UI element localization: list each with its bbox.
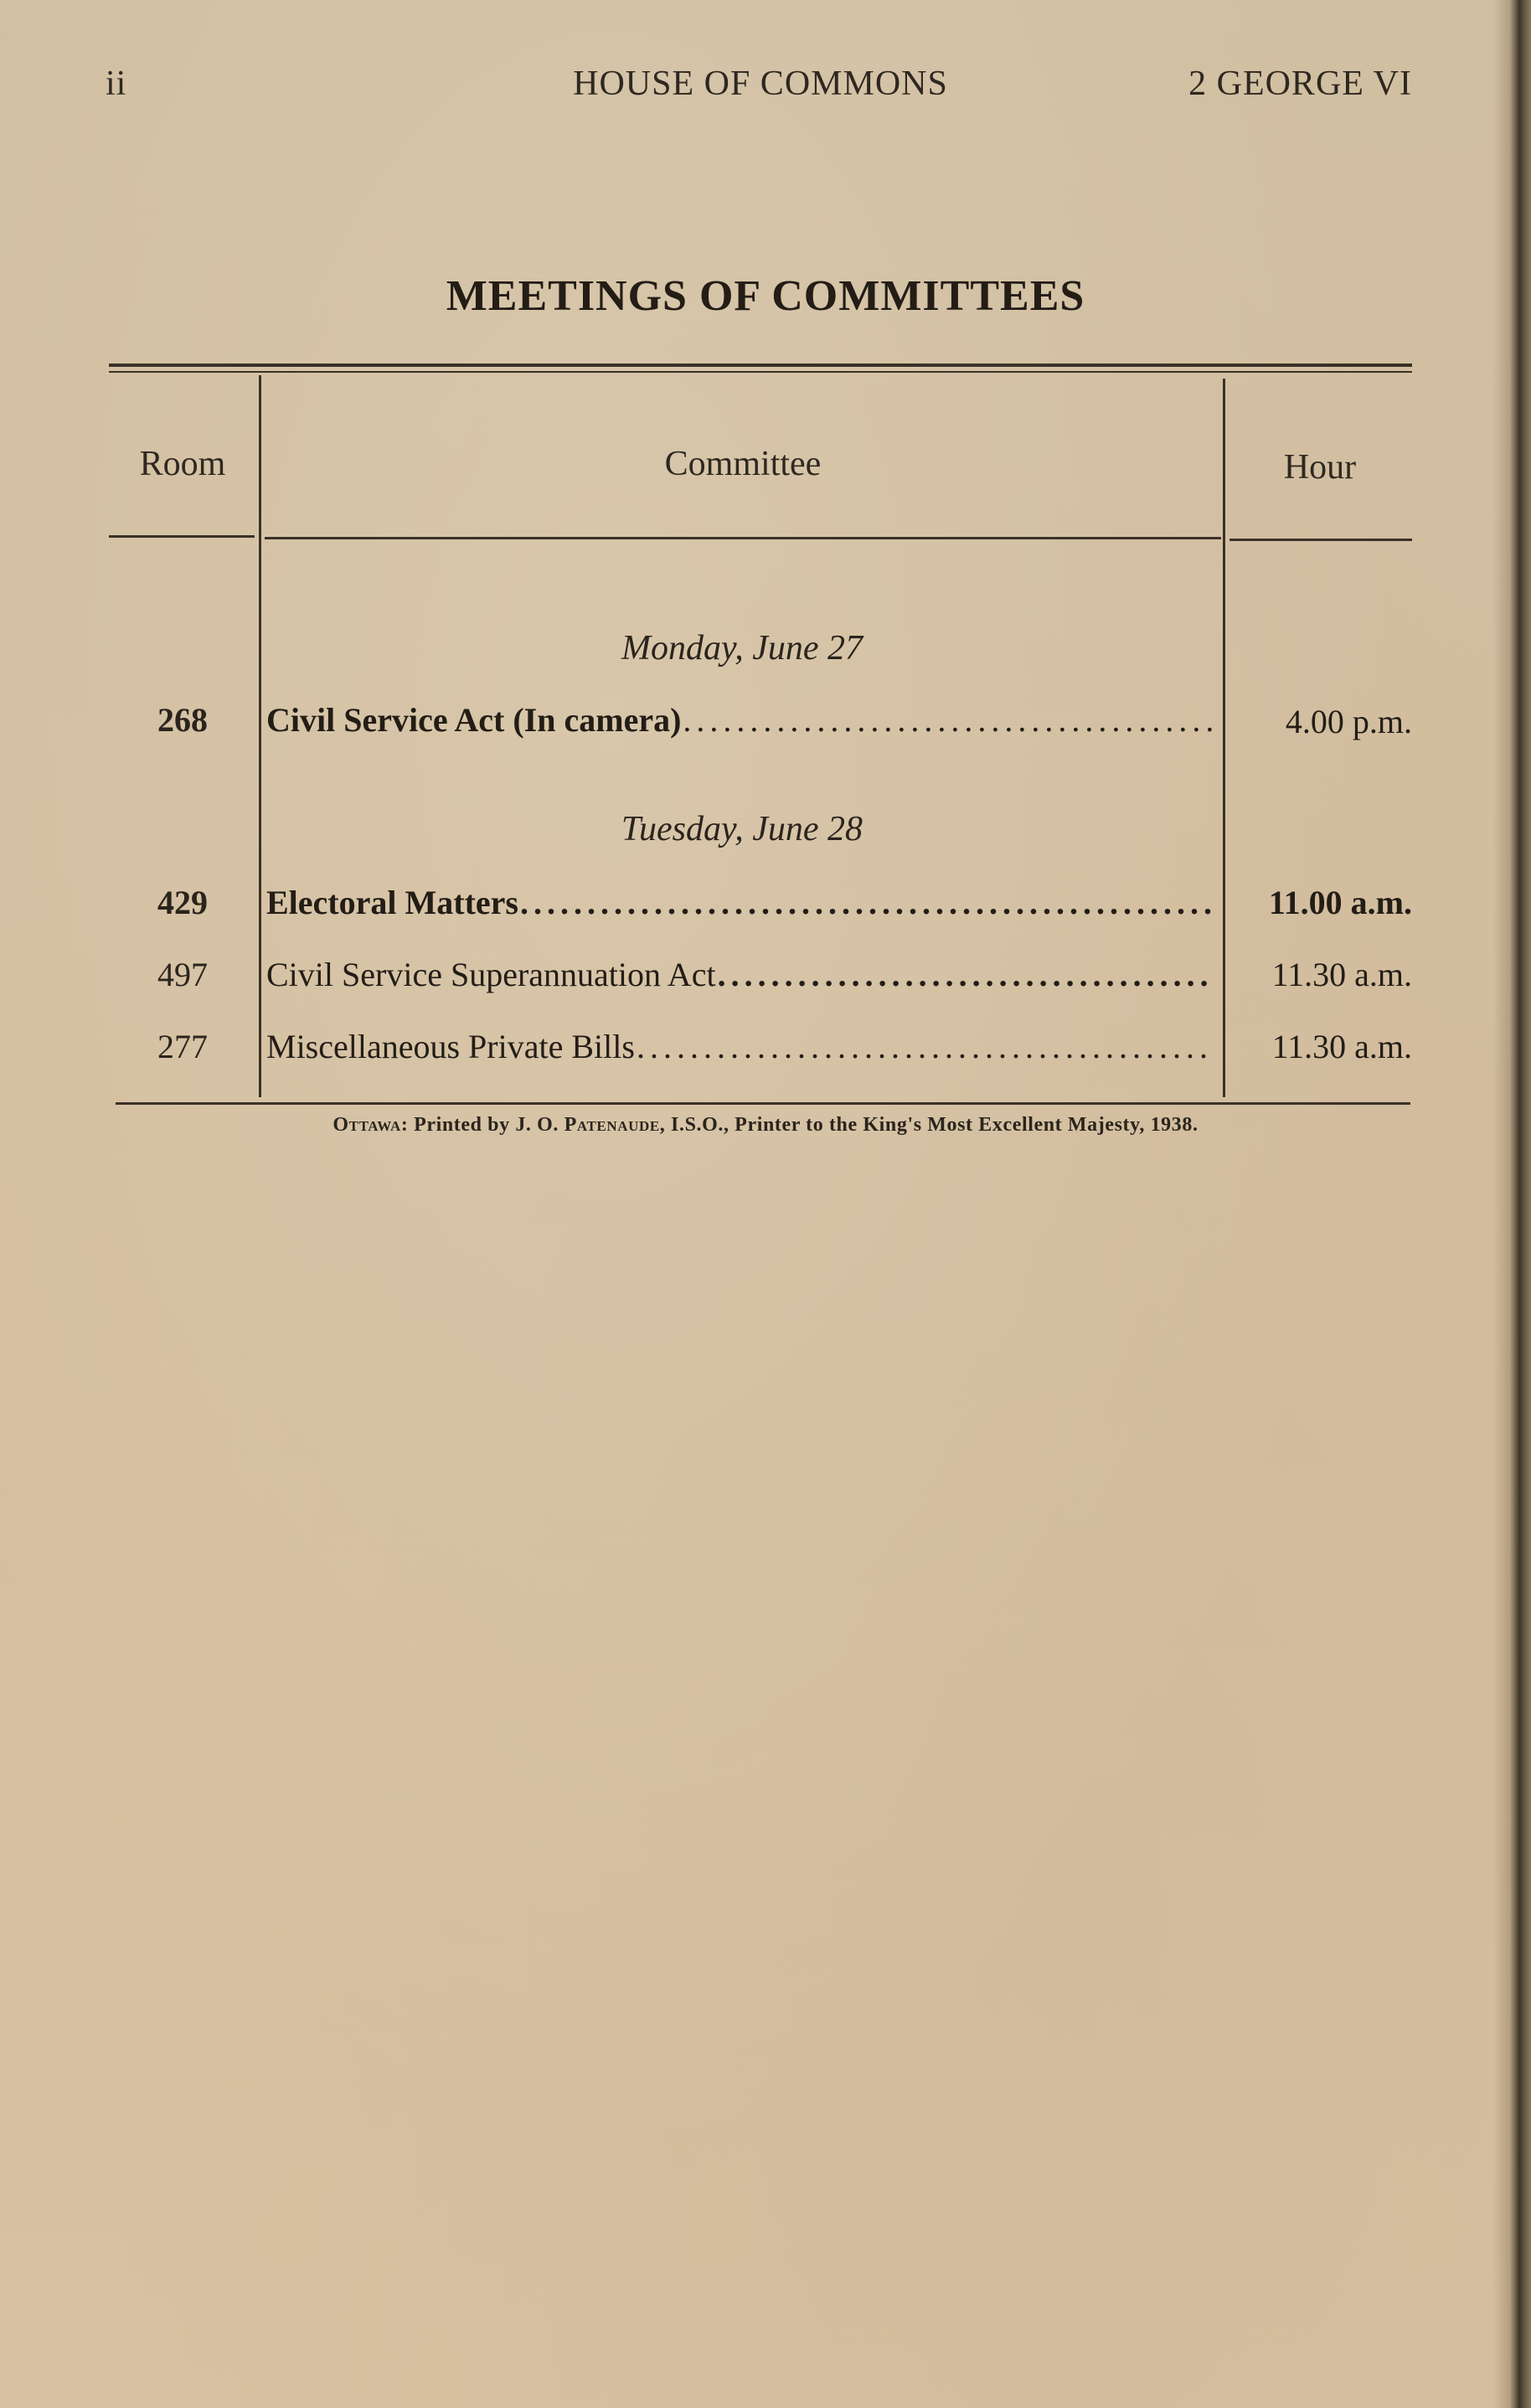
room-number: 268	[157, 701, 208, 739]
column-header-committee: Committee	[664, 445, 822, 483]
imprint-printer: Patenaude,	[564, 1114, 666, 1136]
committee-name	[266, 883, 1213, 922]
day-heading: Tuesday, June 28	[621, 810, 863, 848]
imprint-city: Ottawa:	[332, 1114, 409, 1136]
imprint-line	[332, 1114, 1198, 1137]
committee-name	[266, 700, 1213, 740]
room-number: 497	[157, 956, 208, 993]
day-heading: Monday, June 27	[621, 629, 863, 668]
page-title	[0, 271, 1531, 321]
top-rule-thin	[109, 371, 1412, 373]
column-header-hour: Hour	[1283, 448, 1357, 487]
page-title-text: MEETINGS OF COMMITTEES	[446, 272, 1085, 320]
dot-leader	[681, 700, 1213, 740]
committee-name-text: Miscellaneous Private Bills	[266, 1028, 635, 1065]
running-title-text: HOUSE OF COMMONS	[573, 64, 948, 103]
dot-leader	[518, 883, 1213, 922]
meeting-hour: 11.00 a.m.	[1268, 884, 1412, 921]
imprint-text-2: I.S.O., Printer to the King's Most Excellent Majesty, 1938.	[671, 1114, 1199, 1136]
committee-name-text: Civil Service Act (In camera)	[266, 701, 682, 739]
binding-shadow	[1492, 0, 1531, 2408]
column-header-room: Room	[139, 445, 226, 483]
meeting-hour: 11.30 a.m.	[1271, 1028, 1412, 1065]
bottom-rule	[116, 1102, 1410, 1105]
dot-leader	[635, 1027, 1213, 1066]
printer-imprint	[0, 1114, 1531, 1137]
page-number: ii	[106, 64, 127, 103]
top-rule-thick	[109, 364, 1412, 367]
imprint-text-1: Printed by J. O.	[414, 1114, 559, 1136]
header-underline-hour	[1229, 539, 1412, 541]
regnal-year: 2 GEORGE VI	[1188, 64, 1412, 103]
room-number: 429	[157, 884, 208, 921]
meeting-hour: 11.30 a.m.	[1271, 956, 1412, 993]
committee-name-text: Civil Service Superannuation Act	[266, 956, 716, 993]
header-underline-committee	[265, 537, 1221, 539]
dot-leader	[716, 955, 1213, 994]
room-number: 277	[157, 1028, 208, 1065]
meeting-hour: 4.00 p.m.	[1285, 703, 1412, 740]
committee-name	[266, 955, 1213, 994]
committee-name-text: Electoral Matters	[266, 884, 518, 921]
committee-name	[266, 1027, 1213, 1066]
column-divider-left	[259, 375, 261, 1097]
column-divider-right	[1223, 379, 1225, 1097]
header-underline-room	[109, 535, 255, 538]
